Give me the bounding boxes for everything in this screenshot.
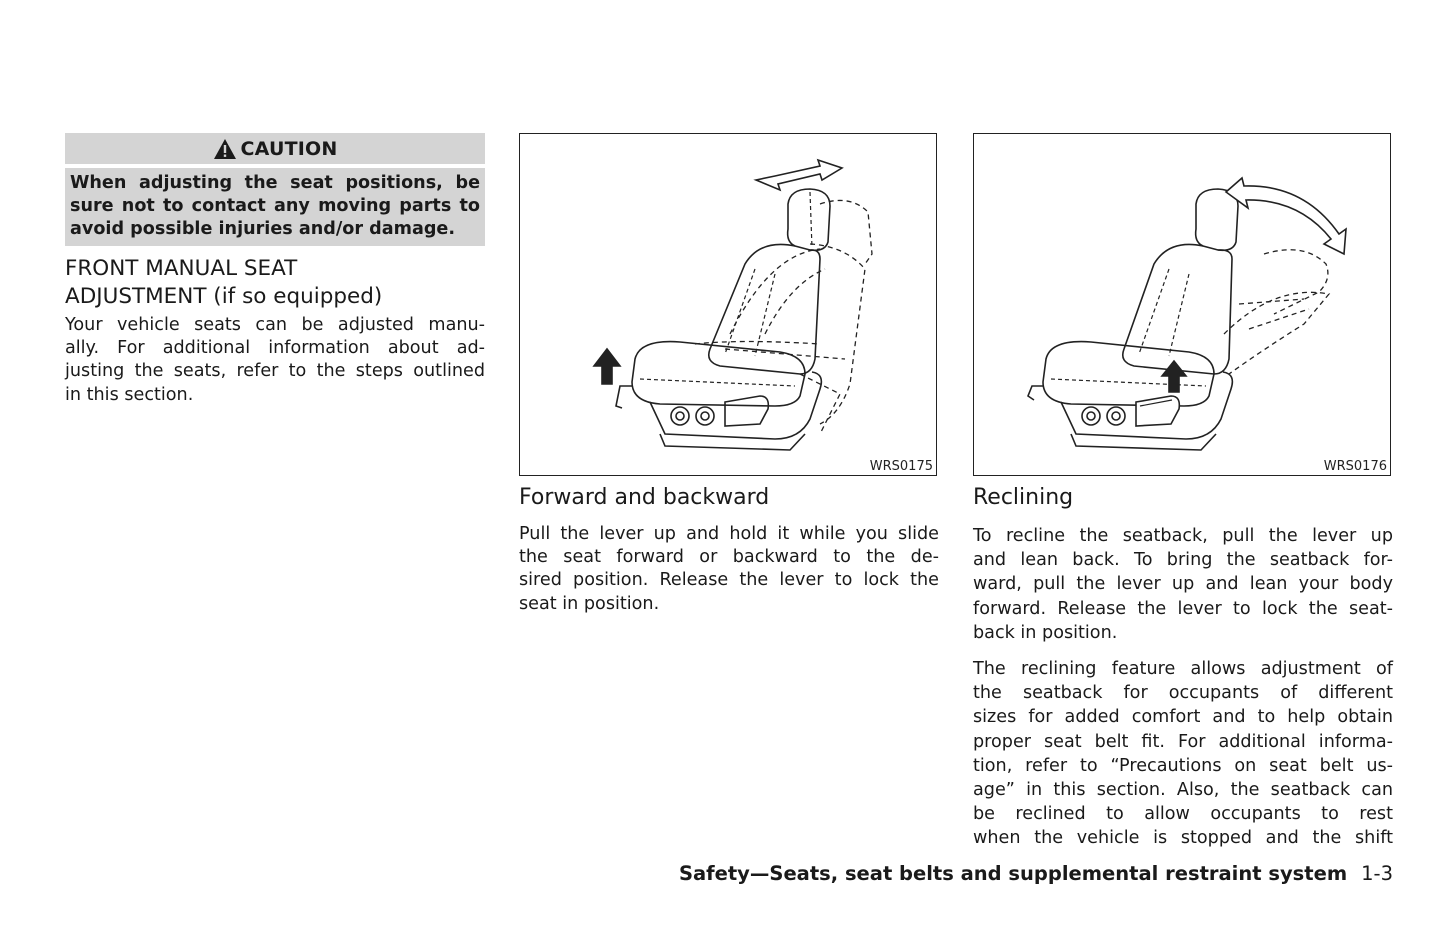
reclining-text-2 bbox=[973, 657, 1393, 851]
body-line: when the vehicle is stopped and the shift bbox=[973, 828, 1393, 849]
section-title bbox=[65, 255, 485, 311]
caution-line: sure not to contact any moving parts to bbox=[70, 196, 480, 216]
body-line: back in position. bbox=[973, 622, 1118, 643]
right-column bbox=[973, 133, 1393, 851]
body-line: sizes for added comfort and to help obtain bbox=[973, 707, 1393, 728]
body-line: ward, pull the lever up and lean your body bbox=[973, 574, 1393, 595]
caution-label: CAUTION bbox=[240, 137, 338, 160]
body-line: tion, refer to “Precautions on seat belt us- bbox=[973, 755, 1393, 776]
seat-recline-figure bbox=[973, 133, 1391, 476]
body-line: sired position. Release the lever to lock the bbox=[519, 570, 939, 591]
body-line: proper seat belt fit. For additional informa- bbox=[973, 731, 1393, 752]
body-line: age” in this section. Also, the seatback can bbox=[973, 780, 1393, 801]
section-intro bbox=[65, 314, 485, 407]
body-line: forward. Release the lever to lock the seat- bbox=[973, 598, 1393, 619]
intro-line: ally. For additional information about ad- bbox=[65, 338, 485, 359]
body-line: the seatback for occupants of different bbox=[973, 683, 1393, 704]
forward-backward-heading: Forward and backward bbox=[519, 485, 770, 510]
footer-chapter-title: Safety—Seats, seat belts and supplemental restraint system bbox=[678, 862, 1348, 885]
caution-text bbox=[65, 168, 485, 246]
seat-slide-illustration bbox=[520, 134, 935, 474]
body-line: the seat forward or backward to the de- bbox=[519, 547, 939, 568]
reclining-text-1 bbox=[973, 524, 1393, 645]
caution-header bbox=[65, 133, 485, 164]
body-line: The reclining feature allows adjustment of bbox=[973, 659, 1393, 680]
caution-line: avoid possible injuries and/or damage. bbox=[70, 219, 456, 239]
figure-code: WRS0175 bbox=[869, 459, 933, 474]
body-line: seat in position. bbox=[519, 593, 660, 614]
body-line: and lean back. To bring the seatback for- bbox=[973, 550, 1393, 571]
body-line: Pull the lever up and hold it while you slide bbox=[519, 524, 939, 544]
middle-column bbox=[519, 133, 939, 616]
page-footer bbox=[0, 862, 1393, 885]
section-title-line: ADJUSTMENT (if so equipped) bbox=[65, 284, 383, 309]
reclining-heading: Reclining bbox=[973, 485, 1074, 510]
left-column bbox=[65, 133, 485, 407]
intro-line: Your vehicle seats can be adjusted manu- bbox=[65, 315, 485, 335]
seat-recline-illustration bbox=[974, 134, 1389, 474]
caution-line: When adjusting the seat positions, be bbox=[70, 173, 480, 193]
figure-code: WRS0176 bbox=[1323, 459, 1387, 474]
section-title-line: FRONT MANUAL SEAT bbox=[65, 256, 298, 281]
body-line: To recline the seatback, pull the lever up bbox=[973, 526, 1393, 546]
intro-line: justing the seats, refer to the steps outlined bbox=[65, 361, 485, 382]
forward-backward-text bbox=[519, 523, 939, 616]
seat-slide-figure bbox=[519, 133, 937, 476]
warning-triangle-icon bbox=[213, 138, 237, 160]
body-line: be reclined to allow occupants to rest bbox=[973, 804, 1393, 825]
intro-line: in this section. bbox=[65, 384, 194, 405]
page-number: 1-3 bbox=[1361, 862, 1393, 885]
